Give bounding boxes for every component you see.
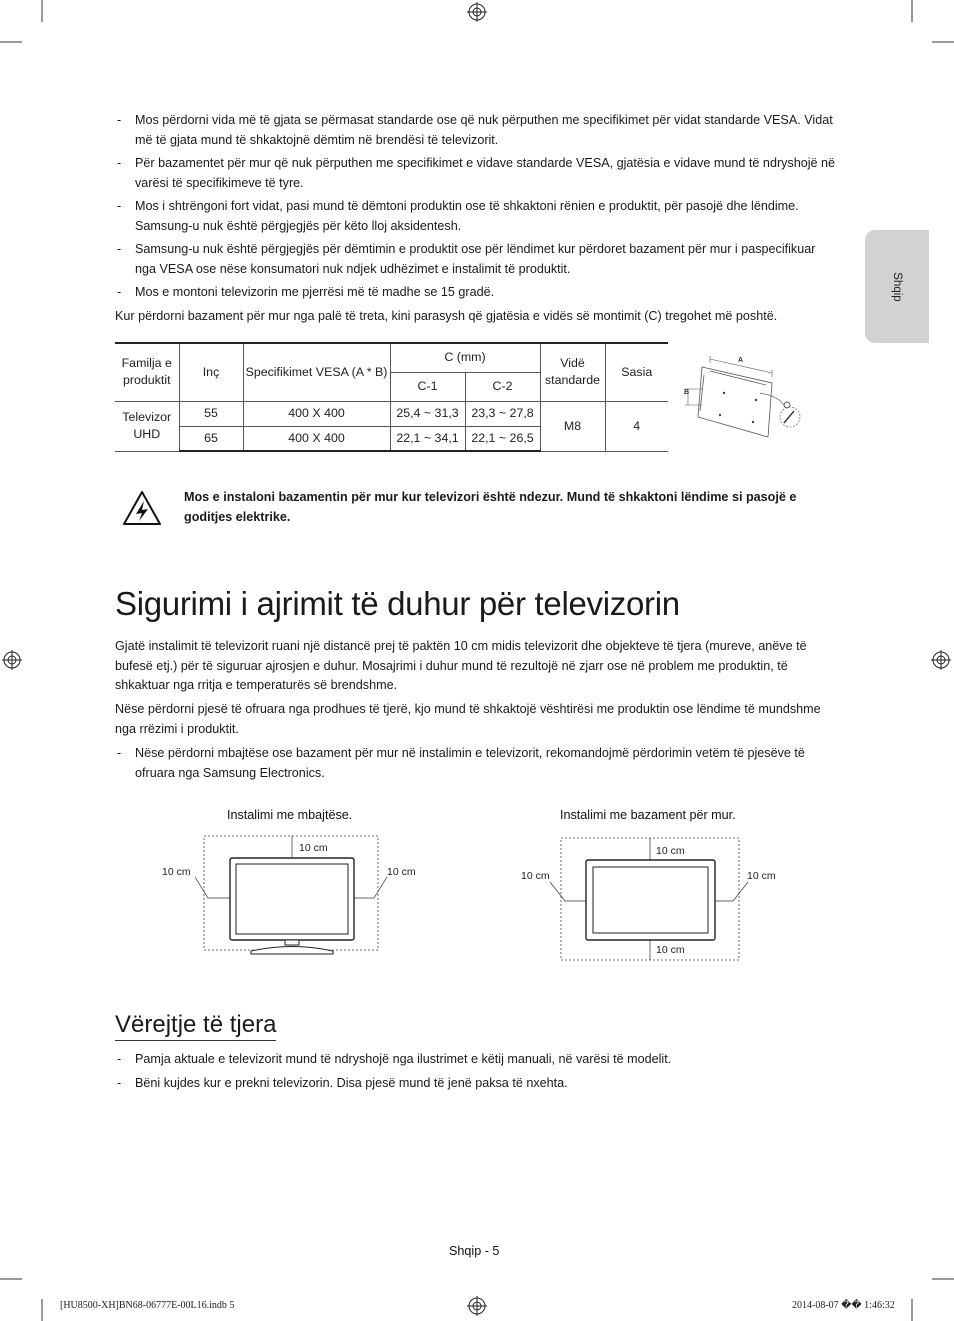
right-clearance-label: 10 cm: [747, 870, 776, 882]
wall-install-caption: Instalimi me bazament për mur.: [560, 808, 736, 822]
title-underline: [115, 1040, 276, 1041]
cell-vesa: 400 X 400: [243, 426, 390, 451]
header-family: Familja e produktit: [115, 343, 179, 401]
cell-screw: M8: [540, 401, 605, 451]
page-number: Shqip - 5: [449, 1244, 500, 1258]
third-party-parts-paragraph: Nëse përdorni pjesë të ofruara nga prodhues të tjerë, kjo mund të shkaktojë vështirësi me produktin ose lëndime të mundshme nga rrëzimi i produktit.: [115, 702, 821, 736]
right-clearance-label: 10 cm: [387, 866, 416, 878]
section-note-list: [117, 744, 839, 787]
cell-vesa: 400 X 400: [243, 401, 390, 426]
list-item: - Mos e montoni televizorin me pjerrësi më të madhe se 15 gradë.: [117, 285, 495, 299]
dimension-a-label: A: [738, 357, 744, 364]
list-item: - Mos përdorni vida më të gjata se përmasat standarde ose që nuk përputhen me specifikimet për vidat standarde VESA. Vidat më të gjata mund të shkaktojnë dëmtim në brendësi të televizorit.: [117, 113, 833, 147]
header-c-mm: C (mm): [390, 343, 540, 372]
bottom-clearance-label: 10 cm: [656, 944, 685, 956]
header-quantity: Sasia: [605, 343, 668, 401]
vesa-spec-table: [115, 342, 668, 452]
print-file-name: [HU8500-XH]BN68-06777E-00L16.indb 5: [60, 1300, 235, 1311]
header-c2: C-2: [465, 372, 540, 401]
list-item: - Pamja aktuale e televizorit mund të ndryshojë nga ilustrimet e këtij manuali, në varësi të modelit.: [117, 1052, 672, 1066]
cell-c1: 22,1 ~ 34,1: [390, 426, 465, 451]
cell-c2: 23,3 ~ 27,8: [465, 401, 540, 426]
vesa-wall-mount-illustration: [680, 345, 810, 445]
header-c1: C-1: [390, 372, 465, 401]
ventilation-paragraph: Gjatë instalimit të televizorit ruani një distancë prej të paktën 10 cm midis televizorit dhe objekteve të tjera (mureve, anëve të bufesë etj.) për të siguruar ajrosjen e duhur. Mosajrimi i duhur mund të rezultojë në zjarr ose në problem me produktin, të shkaktuar nga rritja e temperaturës së brendshme.: [115, 639, 807, 692]
section-title: Sigurimi i ajrimit të duhur për televizorin: [115, 585, 680, 622]
cell-family: Televizor UHD: [115, 401, 179, 451]
language-tab-label: Shqip: [891, 271, 903, 302]
cell-inch: 55: [179, 401, 243, 426]
electric-shock-warning-icon: [122, 490, 162, 526]
cell-inch: 65: [179, 426, 243, 451]
cell-c2: 22,1 ~ 26,5: [465, 426, 540, 451]
list-item: - Samsung-u nuk është përgjegjës për dëmtimin e produktit ose për lëndimet kur përdoret bazament për mur i paspecifikuar nga VESA ose nëse konsumatori nuk ndjek udhëzimet e instalimit të produktit.: [117, 242, 816, 276]
wall-installation-diagram: [515, 830, 795, 965]
header-inch: Inç: [179, 343, 243, 401]
stand-install-caption: Instalimi me mbajtëse.: [227, 808, 353, 822]
top-clearance-label: 10 cm: [656, 845, 685, 857]
stand-installation-diagram: [155, 830, 425, 960]
header-vesa: Specifikimet VESA (A * B): [243, 343, 390, 401]
list-item: - Nëse përdorni mbajtëse ose bazament për mur në instalimin e televizorit, rekomandojmë përdorimin vetëm të pjesëve të ofruara nga Samsung Electronics.: [117, 746, 805, 780]
print-timestamp: 2014-08-07 �� 1:46:32: [792, 1300, 895, 1311]
cell-c1: 25,4 ~ 31,3: [390, 401, 465, 426]
list-item: - Për bazamentet për mur që nuk përputhen me specifikimet e vidave standarde VESA, gjatësia e vidave mund të ndryshojë në varësi të specifikimeve të tyre.: [117, 156, 836, 190]
other-notes-title: Vërejtje të tjera: [115, 1011, 277, 1038]
vesa-notes-list: [117, 111, 839, 307]
other-notes-list: [117, 1050, 839, 1097]
table-row: [115, 401, 668, 426]
dimension-b-label: B: [684, 389, 690, 396]
cell-quantity: 4: [605, 401, 668, 451]
warning-text: Mos e instaloni bazamentin për mur kur televizori është ndezur. Mund të shkaktoni lëndime si pasojë e goditjes elektrike.: [184, 490, 797, 524]
left-clearance-label: 10 cm: [521, 870, 550, 882]
language-side-tab: [865, 230, 929, 343]
header-standard-screw: Vidë standarde: [540, 343, 605, 401]
top-clearance-label: 10 cm: [299, 842, 328, 854]
list-item: - Mos i shtrëngoni fort vidat, pasi mund të dëmtoni produktin ose të shkaktoni rënien e produktit, për pasojë dhe lëndime. Samsung-u nuk është përgjegjës për këto lloj aksidentesh.: [117, 199, 799, 233]
left-clearance-label: 10 cm: [162, 866, 191, 878]
list-item: - Bëni kujdes kur e prekni televizorin. Disa pjesë mund të jenë paksa të nxehta.: [117, 1075, 568, 1090]
screw-length-intro: Kur përdorni bazament për mur nga palë të treta, kini parasysh që gjatësia e vidës së montimit (C) tregohet më poshtë.: [115, 309, 778, 323]
